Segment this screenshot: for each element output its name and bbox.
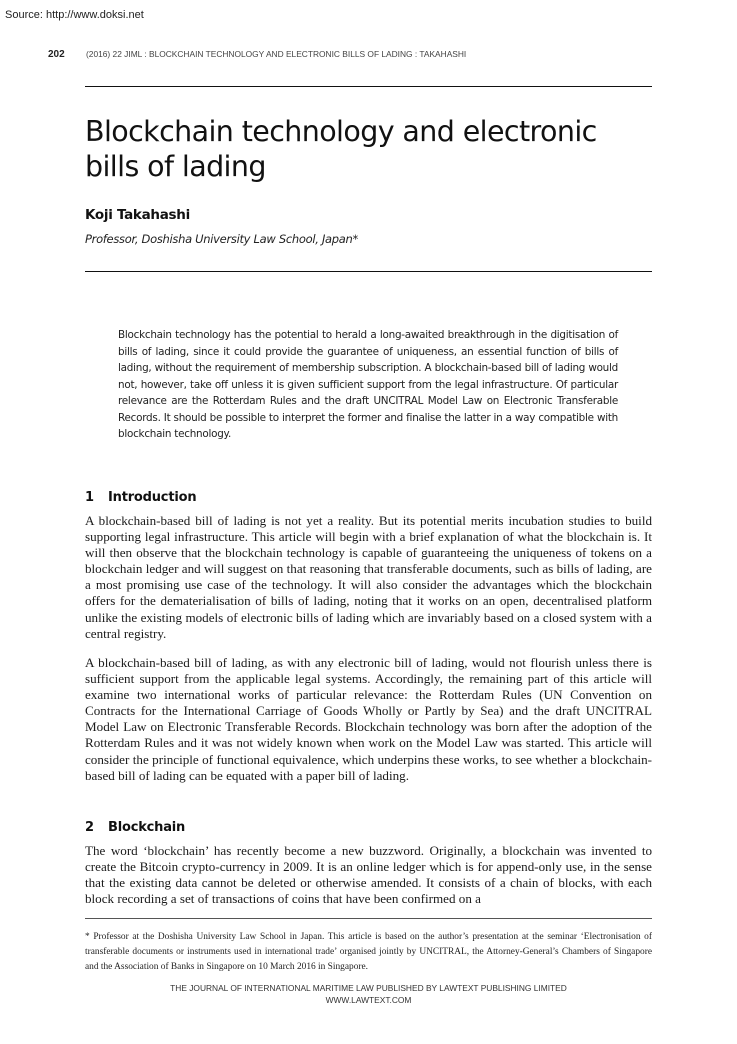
introduction-paragraph-2: A blockchain-based bill of lading, as with any electronic bill of lading, would not flourish unless there is sufficient support from the applicable legal systems. Accordingly, the remaining part of this article will examine two international works of particular relevance: the Rotterdam Rules (UN Convention on Contracts for the International Carriage of Goods Wholly or Partly by Sea) and the draft UNCITRAL Model Law on Electronic Transferable Records. Blockchain technology was born after the adoption of the Rotterdam Rules and it was not widely known when work on the Model Law was started. This article will consider the principle of functional equivalence, which underpins these works, to see whether a blockchain-based bill of lading can be equated with a paper bill of lading. bbox=[85, 655, 652, 783]
title-block-rule bbox=[85, 271, 652, 272]
top-rule bbox=[85, 86, 652, 87]
page-number: 202 bbox=[48, 49, 65, 60]
source-url: Source: http://www.doksi.net bbox=[5, 9, 144, 21]
section-heading-blockchain bbox=[85, 820, 185, 835]
section-number: 2 bbox=[85, 820, 94, 835]
author-affiliation: Professor, Doshisha University Law School, Japan* bbox=[85, 232, 358, 246]
footer-website: WWW.LAWTEXT.COM bbox=[325, 994, 412, 1005]
section-heading-introduction bbox=[85, 490, 196, 505]
footnote: * Professor at the Doshisha University Law School in Japan. This article is based on the author’s presentation at the seminar ‘Electronisation of transferable documents or instruments used in international trade’ organised jointly by UNCITRAL, the Attorney-General’s Chambers of Singapore and the Association of Banks in Singapore on 10 March 2016 in Singapore. bbox=[85, 932, 652, 972]
running-header bbox=[48, 49, 658, 60]
author-name: Koji Takahashi bbox=[85, 207, 190, 223]
article-title: Blockchain technology and electronic bills of lading bbox=[85, 115, 597, 183]
running-head-text: (2016) 22 JIML : BLOCKCHAIN TECHNOLOGY AND ELECTRONIC BILLS OF LADING : TAKAHASHI bbox=[86, 49, 467, 59]
page-footer bbox=[85, 983, 652, 1006]
introduction-paragraph-1: A blockchain-based bill of lading is not yet a reality. But its potential merits incubation studies to build supporting legal infrastructure. This article will begin with a brief explanation of what the blockchain is. It will then observe that the blockchain technology is capable of guaranteeing the uniqueness of tokens on a blockchain ledger and will suggest on that reasoning that transferable documents, such as bills of lading, are a most promising use case of the technology. It will also consider the advantages which the blockchain offers for the dematerialisation of bills of lading, noting that it works on an open, decentralised platform unlike the existing models of electronic bills of lading which are invariably based on a closed system with a central registry. bbox=[85, 513, 652, 641]
blockchain-paragraph-1: The word ‘blockchain’ has recently become a new buzzword. Originally, a blockchain was invented to create the Bitcoin crypto-currency in 2009. It is an online ledger which is for append-only use, in the sense that the existing data cannot be deleted or otherwise amended. It consists of a chain of blocks, with each block recording a set of transactions of coins that have been confirmed on a bbox=[85, 843, 652, 907]
section-number: 1 bbox=[85, 490, 94, 505]
footer-publisher: THE JOURNAL OF INTERNATIONAL MARITIME LAW PUBLISHED BY LAWTEXT PUBLISHING LIMITED bbox=[170, 983, 567, 993]
footnote-rule bbox=[85, 918, 652, 919]
abstract: Blockchain technology has the potential to herald a long-awaited breakthrough in the digitisation of bills of lading, since it could provide the guarantee of uniqueness, an essential function of bills of lading, without the requirement of membership subscription. A blockchain-based bill of lading would not, however, take off unless it is given sufficient support from the legal infrastructure. Of particular relevance are the Rotterdam Rules and the draft UNCITRAL Model Law on Electronic Transferable Records. It should be possible to interpret the former and finalise the latter in a way compatible with blockchain technology. bbox=[118, 329, 618, 440]
section-title: Blockchain bbox=[108, 820, 186, 835]
section-title: Introduction bbox=[108, 490, 197, 505]
